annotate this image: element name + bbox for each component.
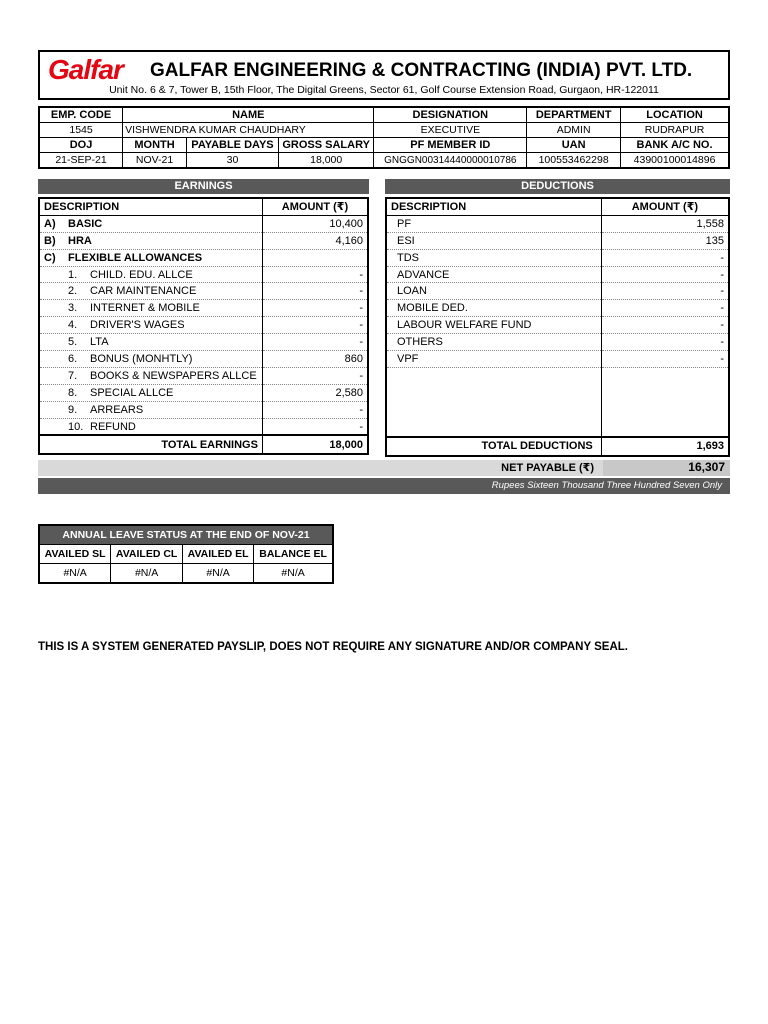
designation-value: EXECUTIVE (374, 123, 527, 138)
employee-value-row-2 (39, 153, 729, 169)
earnings-title: EARNINGS (38, 179, 369, 194)
earnings-item-number: 4. (68, 319, 78, 332)
amount-in-words: Rupees Sixteen Thousand Three Hundred Seven Only (491, 480, 722, 491)
earnings-item-number: B) (44, 234, 56, 247)
deductions-row (386, 300, 729, 317)
earnings-desc-header: DESCRIPTION (39, 198, 262, 215)
earnings-item-label: DRIVER'S WAGES (90, 319, 185, 332)
earnings-item-label: FLEXIBLE ALLOWANCES (68, 251, 203, 264)
earnings-row (39, 334, 368, 351)
earnings-item (39, 367, 262, 384)
earnings-item (39, 418, 262, 435)
deduction-item-amount: 1,558 (601, 215, 729, 232)
earnings-item-label: INTERNET & MOBILE (90, 302, 200, 315)
deduction-item-amount: 135 (601, 232, 729, 249)
earnings-item-number: 5. (68, 336, 78, 349)
deductions-empty-desc (386, 367, 601, 436)
earnings-row (39, 351, 368, 368)
earnings-item-amount: - (262, 266, 368, 283)
employee-header-row-2 (39, 138, 729, 153)
payable-days-value: 30 (187, 153, 279, 169)
deduction-item-label: ADVANCE (386, 266, 601, 283)
leave-header-row (39, 545, 333, 564)
name-label: NAME (123, 107, 374, 123)
deduction-item-label: LABOUR WELFARE FUND (386, 317, 601, 334)
earnings-item-number: 9. (68, 403, 78, 416)
deductions-desc-header: DESCRIPTION (386, 198, 601, 215)
earnings-item-label: LTA (90, 336, 109, 349)
gross-salary-label: GROSS SALARY (278, 138, 374, 153)
earnings-item-number: 2. (68, 285, 78, 298)
deductions-row (386, 283, 729, 300)
earnings-item-amount: - (262, 367, 368, 384)
earnings-item (39, 249, 262, 266)
availed-cl-label: AVAILED CL (111, 545, 183, 564)
earnings-item-number: C) (44, 251, 56, 264)
deductions-row (386, 317, 729, 334)
bank-account-value: 43900100014896 (621, 153, 729, 169)
total-earnings-row (39, 435, 368, 454)
earnings-table (38, 197, 369, 455)
earnings-row (39, 384, 368, 401)
deduction-item-label: OTHERS (386, 334, 601, 351)
earnings-header-row (39, 198, 368, 215)
deduction-item-label: MOBILE DED. (386, 300, 601, 317)
emp-code-label: EMP. CODE (39, 107, 123, 123)
leave-status-table (38, 524, 334, 584)
earnings-item-label: BONUS (MONHTLY) (90, 352, 193, 365)
deduction-item-label: ESI (386, 232, 601, 249)
doj-value: 21-SEP-21 (39, 153, 123, 169)
month-value: NOV-21 (123, 153, 187, 169)
earnings-item-number: 8. (68, 386, 78, 399)
earnings-item-label: CAR MAINTENANCE (90, 285, 197, 298)
earnings-row (39, 401, 368, 418)
department-value: ADMIN (527, 123, 621, 138)
availed-sl-value: #N/A (39, 564, 111, 584)
emp-code-value: 1545 (39, 123, 123, 138)
earnings-item-amount: 860 (262, 351, 368, 368)
earnings-item-number: 3. (68, 302, 78, 315)
earnings-row (39, 249, 368, 266)
earnings-row (39, 232, 368, 249)
doj-label: DOJ (39, 138, 123, 153)
earnings-item (39, 384, 262, 401)
deduction-item-amount: - (601, 266, 729, 283)
balance-el-label: BALANCE EL (254, 545, 333, 564)
earnings-row (39, 266, 368, 283)
total-earnings-label: TOTAL EARNINGS (39, 435, 262, 454)
earnings-item-amount: - (262, 401, 368, 418)
earnings-item-label: ARREARS (90, 403, 144, 416)
earnings-item-amount: 2,580 (262, 384, 368, 401)
balance-el-value: #N/A (254, 564, 333, 584)
earnings-item-label: HRA (68, 234, 92, 247)
availed-el-value: #N/A (183, 564, 254, 584)
earnings-row (39, 418, 368, 435)
deduction-item-amount: - (601, 283, 729, 300)
deductions-title: DEDUCTIONS (385, 179, 730, 194)
deductions-header-row (386, 198, 729, 215)
earnings-item-label: BASIC (68, 217, 103, 230)
pf-member-id-value: GNGGN00314440000010786 (374, 153, 527, 169)
earnings-row (39, 283, 368, 300)
earnings-item-number: 7. (68, 369, 78, 382)
earnings-item-number: 1. (68, 268, 78, 281)
earnings-item (39, 232, 262, 249)
net-payable-value: 16,307 (688, 460, 725, 474)
deduction-item-amount: - (601, 317, 729, 334)
earnings-item-label: REFUND (90, 420, 136, 433)
earnings-item-number: A) (44, 217, 56, 230)
deductions-row (386, 334, 729, 351)
leave-title-row (39, 525, 333, 545)
earnings-item (39, 351, 262, 368)
earnings-item (39, 401, 262, 418)
deduction-item-label: VPF (386, 351, 601, 368)
deduction-item-amount: - (601, 334, 729, 351)
earnings-item-amount: - (262, 300, 368, 317)
total-earnings-value: 18,000 (262, 435, 368, 454)
earnings-amount-header: AMOUNT (₹) (262, 198, 368, 215)
deductions-row (386, 351, 729, 368)
earnings-item (39, 300, 262, 317)
uan-label: UAN (527, 138, 621, 153)
total-deductions-row (386, 437, 729, 456)
earnings-row (39, 317, 368, 334)
employee-header-row-1 (39, 107, 729, 123)
availed-cl-value: #N/A (111, 564, 183, 584)
deduction-item-label: LOAN (386, 283, 601, 300)
availed-sl-label: AVAILED SL (39, 545, 111, 564)
earnings-item (39, 215, 262, 232)
system-generated-note: THIS IS A SYSTEM GENERATED PAYSLIP, DOES NOT REQUIRE ANY SIGNATURE AND/OR COMPANY SEAL. (38, 641, 628, 653)
company-header (38, 50, 730, 100)
deduction-item-amount: - (601, 351, 729, 368)
earnings-item-amount: 10,400 (262, 215, 368, 232)
uan-value: 100553462298 (527, 153, 621, 169)
earnings-item-amount: 4,160 (262, 232, 368, 249)
earnings-item (39, 266, 262, 283)
earnings-item (39, 283, 262, 300)
month-label: MONTH (123, 138, 187, 153)
payable-days-label: PAYABLE DAYS (187, 138, 279, 153)
earnings-row (39, 367, 368, 384)
earnings-item-label: BOOKS & NEWSPAPERS ALLCE (90, 369, 257, 382)
earnings-item (39, 317, 262, 334)
leave-status-title: ANNUAL LEAVE STATUS AT THE END OF NOV-21 (39, 525, 333, 545)
earnings-item-amount: - (262, 334, 368, 351)
earnings-item-number: 10. (68, 420, 84, 433)
earnings-item-amount: - (262, 283, 368, 300)
deduction-item-amount: - (601, 300, 729, 317)
deductions-empty-amount (601, 367, 729, 436)
deductions-table (385, 197, 730, 457)
earnings-item-label: CHILD. EDU. ALLCE (90, 268, 193, 281)
earnings-item-amount (262, 249, 368, 266)
deductions-row (386, 249, 729, 266)
net-payable-label: NET PAYABLE (₹) (501, 462, 594, 474)
deductions-row (386, 232, 729, 249)
gross-salary-value: 18,000 (278, 153, 374, 169)
location-label: LOCATION (621, 107, 729, 123)
deductions-empty-space (386, 367, 729, 436)
total-deductions-label: TOTAL DEDUCTIONS (386, 437, 601, 456)
earnings-item-number: 6. (68, 352, 78, 365)
earnings-item-amount: - (262, 418, 368, 435)
deductions-row (386, 215, 729, 232)
bank-account-label: BANK A/C NO. (621, 138, 729, 153)
earnings-row (39, 215, 368, 232)
deduction-item-label: TDS (386, 249, 601, 266)
name-value: VISHWENDRA KUMAR CHAUDHARY (123, 123, 374, 138)
availed-el-label: AVAILED EL (183, 545, 254, 564)
employee-value-row-1 (39, 123, 729, 138)
deductions-amount-header: AMOUNT (₹) (601, 198, 729, 215)
deduction-item-amount: - (601, 249, 729, 266)
earnings-item (39, 334, 262, 351)
earnings-item-label: SPECIAL ALLCE (90, 386, 174, 399)
pf-member-id-label: PF MEMBER ID (374, 138, 527, 153)
company-address: Unit No. 6 & 7, Tower B, 15th Floor, The Digital Greens, Sector 61, Golf Course Extension Road, Gurgaon, HR-122011 (109, 84, 659, 96)
employee-info-table (38, 106, 730, 169)
leave-value-row (39, 564, 333, 584)
company-name: GALFAR ENGINEERING & CONTRACTING (INDIA) PVT. LTD. (150, 60, 693, 81)
earnings-row (39, 300, 368, 317)
earnings-item-amount: - (262, 317, 368, 334)
department-label: DEPARTMENT (527, 107, 621, 123)
total-deductions-value: 1,693 (601, 437, 729, 456)
designation-label: DESIGNATION (374, 107, 527, 123)
deduction-item-label: PF (386, 215, 601, 232)
deductions-row (386, 266, 729, 283)
location-value: RUDRAPUR (621, 123, 729, 138)
company-logo: Galfar (48, 54, 123, 85)
